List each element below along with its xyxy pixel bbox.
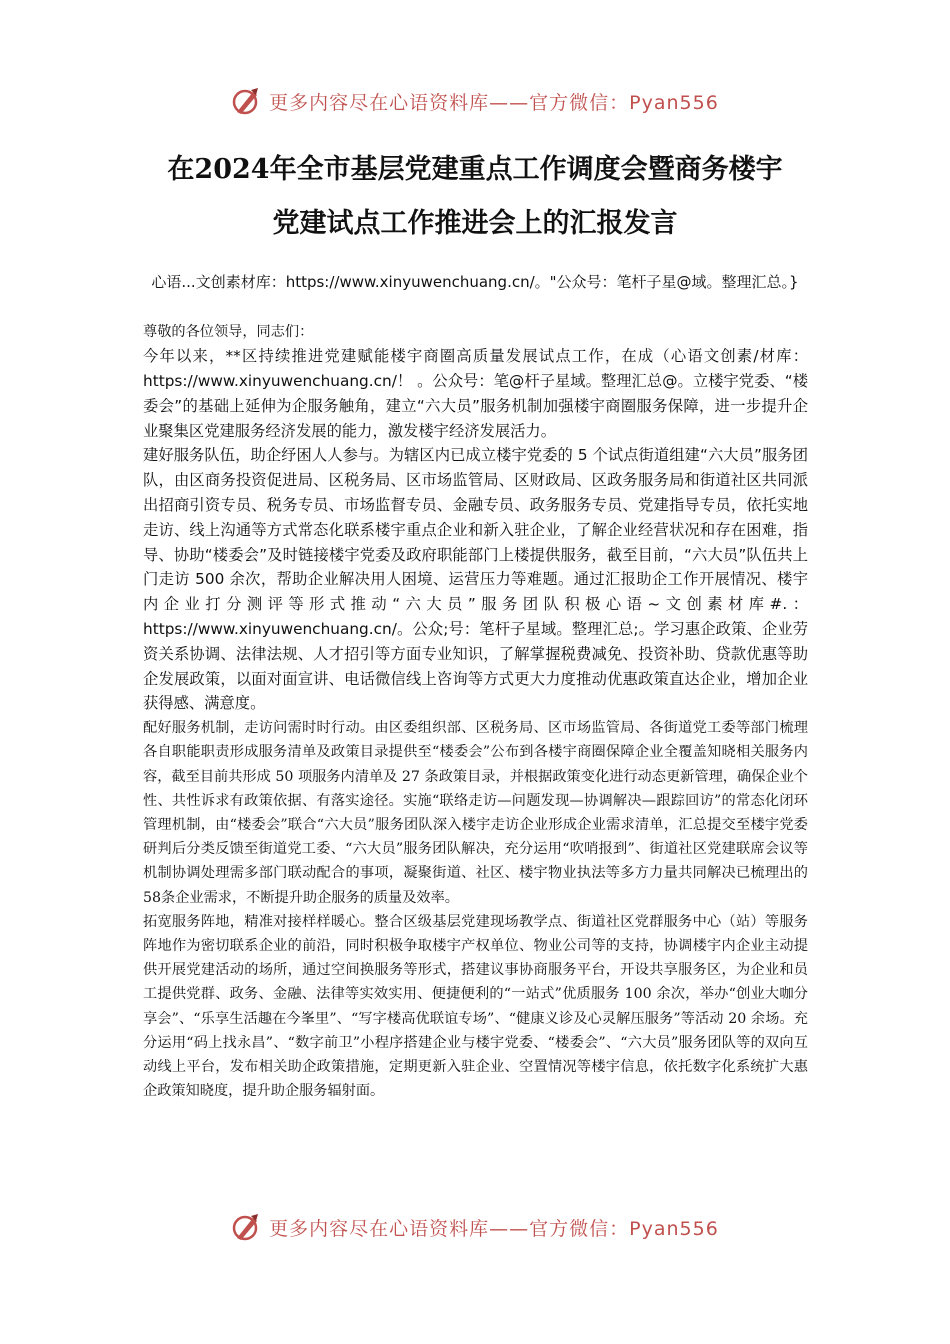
- header-watermark: [0, 86, 950, 116]
- pen-logo-icon: [231, 86, 261, 116]
- paragraph-platform: 拓宽服务阵地，精准对接样样暖心。整合区级基层党建现场教学点、街道社区党群服务中心（站）等服务阵地作为密切联系企业的前沿，同时积极争取楼宇产权单位、物业公司等的支持，协调楼宇内企业主动提供开展党建活动的场所，通过空间换服务等形式，搭建议事协商服务平台，开设共享服务区，为企业和员工提供党群、政务、金融、法律等实效实用、便捷便利的“一站式”优质服务 100 余次，举办“创业大咖分享会”、“乐享生活趣在今峯里”、“写字楼高优联谊专场”、“健康义诊及心灵解压服务”等活动 20 余场。充分运用“码上找永昌”、“数字前卫”小程序搭建企业与楼宇党委、“楼委会”、“六大员”服务团队等的双向互动线上平台，发布相关助企政策措施，定期更新入驻企业、空置情况等楼宇信息，依托数字化系统扩大惠企政策知晓度，提升助企服务辐射面。: [143, 913, 808, 1100]
- title-line-2: 党建试点工作推进会上的汇报发言: [272, 208, 678, 239]
- footer-watermark: [0, 1212, 950, 1242]
- document-title: [100, 143, 850, 251]
- paragraph-team: 建好服务队伍，助企纾困人人参与。为辖区内已成立楼宇党委的 5 个试点街道组建“六大员”服务团队，由区商务投资促进局、区税务局、区市场监管局、区财政局、区政务服务局和街道社区共同派出招商引资专员、税务专员、市场监督专员、金融专员、政务服务专员、党建指导专员，依托实地走访、线上沟通等方式常态化联系楼宇重点企业和新入驻企业，了解企业经营状况和存在困难，指导、协助“楼委会”及时链接楼宇党委及政府职能部门上楼提供服务，截至目前，“六大员”队伍共上门走访 500 余次，帮助企业解决用人困境、运营压力等难题。通过汇报助企工作开展情况、楼宇内企业打分测评等形式推动“六大员”服务团队积极心语~文创素材库#.：https://www.xinyuwenchuang.cn/。公众;号：笔杆子星域。整理汇总;。学习惠企政策、企业劳资关系协调、法律法规、人才招引等方面专业知识，了解掌握税费减免、投资补助、贷款优惠等助企发展政策，以面对面宣讲、电话微信线上咨询等方式更大力度推动优惠政策直达企业，增加企业获得感、满意度。: [143, 446, 808, 713]
- paragraph-intro: 今年以来，**区持续推进党建赋能楼宇商圈高质量发展试点工作，在成（心语文创素/材库：https://www.xinyuwenchuang.cn/！ 。公众号：笔@杆子星域。整理汇总@。立楼宇党委、“楼委会”的基础上延伸为企服务触角，建立“六大员”服务机制加强楼宇商圈服务保障，进一步提升企业聚集区党建服务经济发展的能力，激发楼宇经济发展活力。: [143, 347, 808, 440]
- source-line: 心语...文创素材库：https://www.xinyuwenchuang.cn/。"公众号：笔杆子星@域。整理汇总。}: [151, 273, 799, 291]
- pen-logo-icon: [231, 1212, 261, 1242]
- document-body: [143, 320, 808, 1103]
- title-line-1: 在2024年全市基层党建重点工作调度会暨商务楼宇: [167, 154, 783, 185]
- salutation: 尊敬的各位领导，同志们：: [143, 324, 314, 340]
- watermark-text: 更多内容尽在心语资料库——官方微信：Pyan556: [269, 1217, 719, 1240]
- watermark-text: 更多内容尽在心语资料库——官方微信：Pyan556: [269, 91, 719, 114]
- paragraph-mechanism: 配好服务机制，走访问需时时行动。由区委组织部、区税务局、区市场监管局、各街道党工委等部门梳理各自职能职责形成服务清单及政策目录提供至“楼委会”公布到各楼宇商圈保障企业全覆盖知晓相关服务内容，截至目前共形成 50 项服务内清单及 27 条政策目录，并根据政策变化进行动态更新管理，确保企业个性、共性诉求有政策依据、有落实途径。实施“联络走访—问题发现—协调解决—跟踪回访”的常态化闭环管理机制，由“楼委会”联合“六大员”服务团队深入楼宇走访企业形成企业需求清单，汇总提交至楼宇党委研判后分类反馈至街道党工委、“六大员”服务团队解决，充分运用“吹哨报到”、街道社区党建联席会议等机制协调处理需多部门联动配合的事项，凝聚街道、社区、楼宇物业执法等多方力量共同解决已梳理出的58条企业需求，不断提升助企服务的质量及效率。: [143, 720, 808, 906]
